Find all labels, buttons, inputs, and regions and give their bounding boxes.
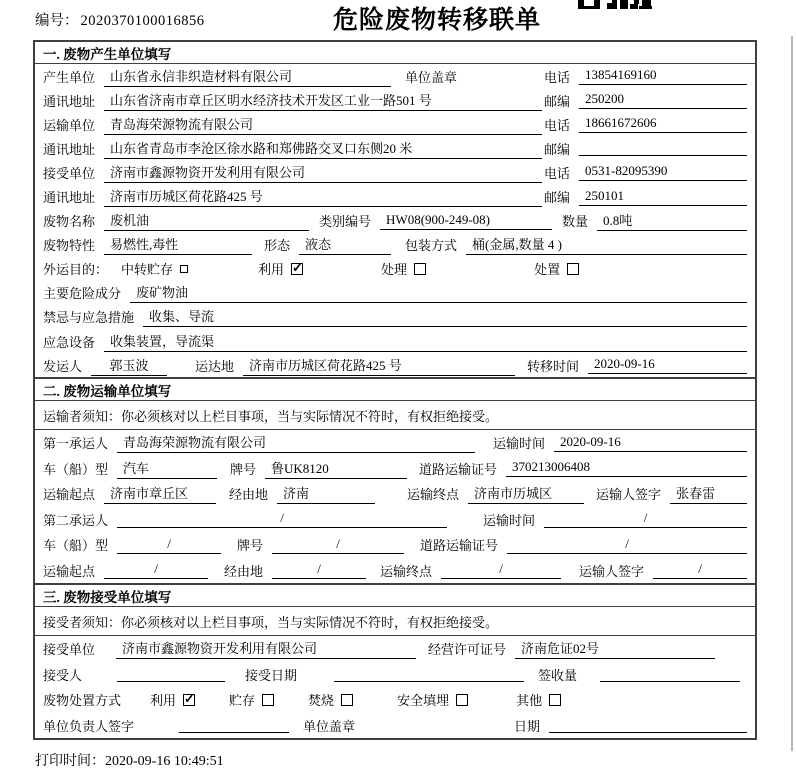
plate-value: 鲁UK8120 — [265, 458, 407, 479]
origin-value: / — [104, 561, 208, 579]
signed-qty-value — [600, 666, 740, 682]
transporter-sign-label: 运输人签字 — [596, 487, 662, 503]
accept-person-value — [117, 666, 225, 682]
section3-header: 三. 废物接受单位填写 — [35, 585, 755, 607]
row-receiver-address — [35, 184, 755, 208]
purpose-option-dispose — [534, 259, 579, 278]
via-value: 济南 — [277, 483, 375, 504]
receiver-value: 济南市鑫源物资开发利用有限公司 — [104, 162, 542, 183]
transporter-sign-value: / — [653, 561, 747, 579]
zip-label: 邮编 — [543, 93, 570, 109]
address-label: 通讯地址 — [43, 190, 96, 206]
disposal-option-store — [229, 690, 274, 709]
disposal-label: 废物处置方式 — [43, 693, 122, 709]
row-transporter-address — [35, 136, 755, 160]
end-label: 运输终点 — [380, 563, 433, 579]
row-accept-unit — [35, 636, 755, 662]
producer-value: 山东省永信非织造材料有限公司 — [104, 66, 391, 87]
category-label: 类别编号 — [319, 214, 372, 230]
date-label: 日期 — [514, 718, 541, 734]
option-label: 焚烧 — [308, 693, 335, 709]
address-value: 山东省青岛市李沧区徐水路和郑佛路交叉口东侧20 米 — [104, 138, 542, 159]
transport-time-value: 2020-09-16 — [554, 434, 747, 452]
trait-value: 易燃性,毒性 — [104, 234, 252, 255]
transport-time-value: / — [544, 510, 747, 528]
carrier2-value: / — [117, 510, 447, 528]
phone-value: 13854169160 — [579, 67, 747, 85]
row-transporter — [35, 112, 755, 136]
vehicle-type-value: 汽车 — [117, 458, 217, 479]
category-value: HW08(900-249-08) — [380, 212, 552, 230]
checkbox-icon — [180, 265, 188, 273]
carrier2-label: 第二承运人 — [43, 512, 109, 528]
unit-seal-label: 单位盖章 — [303, 718, 356, 734]
zip-value — [579, 140, 747, 156]
road-cert-value: 370213006408 — [506, 459, 747, 477]
phone-value: 18661672606 — [579, 115, 747, 133]
disposal-option-other — [516, 690, 561, 709]
row-vehicle2 — [35, 532, 755, 558]
row-route2 — [35, 558, 755, 584]
hazard-label: 主要危险成分 — [43, 286, 122, 302]
packing-label: 包装方式 — [405, 238, 458, 254]
carrier1-label: 第一承运人 — [43, 436, 109, 452]
zip-label: 邮编 — [543, 141, 570, 157]
origin-value: 济南市章丘区 — [104, 483, 216, 504]
license-label: 经营许可证号 — [428, 642, 507, 658]
purpose-option-treat — [381, 259, 426, 278]
carrier1-value: 青岛海荣源物流有限公司 — [117, 432, 475, 453]
zip-value: 250101 — [579, 188, 747, 206]
transfer-time-value: 2020-09-16 — [588, 356, 747, 374]
section1-header: 一. 废物产生单位填写 — [35, 42, 755, 64]
transporter-sign-value: 张春雷 — [670, 483, 747, 504]
purpose-option-transfer-storage — [121, 259, 188, 278]
origin-label: 运输起点 — [43, 487, 96, 503]
checkbox-icon — [183, 694, 195, 706]
form-label: 形态 — [264, 238, 291, 254]
manifest-table — [33, 40, 757, 740]
receiver-label: 接受单位 — [43, 165, 96, 181]
accept-person-label: 接受人 — [43, 667, 83, 683]
address-value: 济南市历城区荷花路425 号 — [104, 186, 542, 207]
section2-header: 二. 废物运输单位填写 — [35, 379, 755, 401]
print-time — [35, 750, 224, 770]
accept-date-value — [334, 666, 524, 682]
option-label: 处置 — [534, 262, 561, 278]
disposal-option-utilize — [150, 690, 195, 709]
zip-value: 250200 — [579, 91, 747, 109]
equipment-label: 应急设备 — [43, 334, 96, 350]
vehicle-type-value: / — [117, 536, 221, 554]
option-label: 其他 — [516, 693, 543, 709]
end-value: 济南市历城区 — [468, 483, 584, 504]
destination-label: 运达地 — [195, 358, 235, 374]
row-disposal — [35, 687, 755, 713]
plate-value: / — [272, 536, 404, 554]
phone-value: 0531-82095390 — [579, 163, 747, 181]
packing-value: 桶(金属,数量 4 ) — [466, 234, 747, 255]
row-waste-trait — [35, 233, 755, 257]
row-equipment — [35, 329, 755, 353]
page-title: 危险废物转移联单 — [333, 7, 542, 34]
quantity-value: 0.8吨 — [597, 210, 747, 231]
purpose-option-utilize — [258, 259, 303, 278]
transport-time-label: 运输时间 — [483, 512, 536, 528]
via-value: / — [272, 561, 366, 579]
via-label: 经由地 — [229, 487, 269, 503]
page-edge-line — [791, 36, 793, 751]
transporter-value: 青岛海荣源物流有限公司 — [104, 114, 542, 135]
accept-date-label: 接受日期 — [245, 667, 298, 683]
end-label: 运输终点 — [407, 487, 460, 503]
disposal-option-landfill — [397, 690, 468, 709]
purpose-label: 外运目的： — [43, 262, 109, 278]
option-label: 中转贮存 — [121, 262, 174, 278]
trait-label: 废物特性 — [43, 238, 96, 254]
destination-value: 济南市历城区荷花路425 号 — [243, 355, 515, 376]
accept-unit-value: 济南市鑫源物资开发利用有限公司 — [116, 638, 416, 659]
waste-name-label: 废物名称 — [43, 214, 96, 230]
option-label: 处理 — [381, 262, 408, 278]
via-label: 经由地 — [224, 563, 264, 579]
option-label: 利用 — [258, 262, 285, 278]
road-cert-value: / — [507, 536, 747, 554]
row-shipper — [35, 353, 755, 377]
transporter-sign-label: 运输人签字 — [579, 563, 645, 579]
section2-notice: 运输者须知：你必须核对以上栏目事项，当与实际情况不符时，有权拒绝接受。 — [35, 401, 755, 430]
row-waste-name — [35, 209, 755, 233]
equipment-value: 收集装置，导流渠 — [104, 331, 747, 352]
checkbox-icon — [567, 263, 579, 275]
plate-label: 牌号 — [237, 538, 264, 554]
section3 — [35, 583, 755, 738]
checkbox-icon — [414, 263, 426, 275]
row-carrier1 — [35, 430, 755, 456]
address-value: 山东省济南市章丘区明水经济技术开发区工业一路501 号 — [104, 90, 542, 111]
checkbox-icon — [341, 694, 353, 706]
end-value: / — [441, 561, 561, 579]
checkbox-icon — [456, 694, 468, 706]
zip-label: 邮编 — [543, 190, 570, 206]
responsible-sign-label: 单位负责人签字 — [43, 718, 135, 734]
option-label: 利用 — [150, 693, 177, 709]
road-cert-label: 道路运输证号 — [420, 538, 499, 554]
checkbox-icon — [291, 263, 303, 275]
taboo-value: 收集、导流 — [143, 306, 747, 327]
row-accept-person — [35, 662, 755, 688]
print-time-value: 2020-09-16 10:49:51 — [105, 754, 224, 769]
producer-label: 产生单位 — [43, 69, 96, 85]
hazard-value: 废矿物油 — [130, 282, 747, 303]
vehicle-type-label: 车（船）型 — [43, 538, 109, 554]
origin-label: 运输起点 — [43, 563, 96, 579]
phone-label: 电话 — [543, 69, 570, 85]
qr-code-fragment — [578, 0, 654, 9]
taboo-label: 禁忌与应急措施 — [43, 310, 135, 326]
checkbox-icon — [549, 694, 561, 706]
form-value: 液态 — [299, 234, 391, 255]
waste-name-value: 废机油 — [104, 210, 309, 231]
row-carrier2 — [35, 507, 755, 533]
address-label: 通讯地址 — [43, 141, 96, 157]
plate-label: 牌号 — [230, 461, 257, 477]
section3-notice: 接受者须知：你必须核对以上栏目事项，当与实际情况不符时，有权拒绝接受。 — [35, 607, 755, 636]
row-hazard — [35, 281, 755, 305]
doc-number-value: 2020370100016856 — [80, 13, 205, 29]
row-purpose — [35, 257, 755, 281]
disposal-option-incinerate — [308, 690, 353, 709]
responsible-sign-value — [179, 717, 289, 733]
transporter-label: 运输单位 — [43, 117, 96, 133]
row-producer — [35, 64, 755, 88]
address-label: 通讯地址 — [43, 93, 96, 109]
row-receiver — [35, 160, 755, 184]
road-cert-label: 道路运输证号 — [419, 461, 498, 477]
shipper-value: 郭玉波 — [91, 355, 167, 376]
shipper-label: 发运人 — [43, 358, 83, 374]
transport-time-label: 运输时间 — [493, 436, 546, 452]
print-time-label: 打印时间： — [35, 754, 105, 769]
row-route1 — [35, 481, 755, 507]
section2 — [35, 377, 755, 583]
option-label: 安全填埋 — [397, 693, 450, 709]
row-producer-address — [35, 88, 755, 112]
vehicle-type-label: 车（船）型 — [43, 461, 109, 477]
transfer-time-label: 转移时间 — [527, 358, 580, 374]
unit-seal-label: 单位盖章 — [405, 69, 458, 85]
row-vehicle1 — [35, 456, 755, 482]
row-responsible-sign — [35, 713, 755, 739]
accept-unit-label: 接受单位 — [43, 642, 96, 658]
date-value — [549, 717, 747, 733]
phone-label: 电话 — [543, 117, 570, 133]
option-label: 贮存 — [229, 693, 256, 709]
signed-qty-label: 签收量 — [538, 667, 578, 683]
license-value: 济南危证02号 — [515, 638, 715, 659]
row-taboo — [35, 305, 755, 329]
doc-number — [35, 9, 205, 30]
quantity-label: 数量 — [562, 214, 589, 230]
doc-number-label: 编号： — [35, 13, 79, 29]
checkbox-icon — [262, 694, 274, 706]
phone-label: 电话 — [543, 165, 570, 181]
